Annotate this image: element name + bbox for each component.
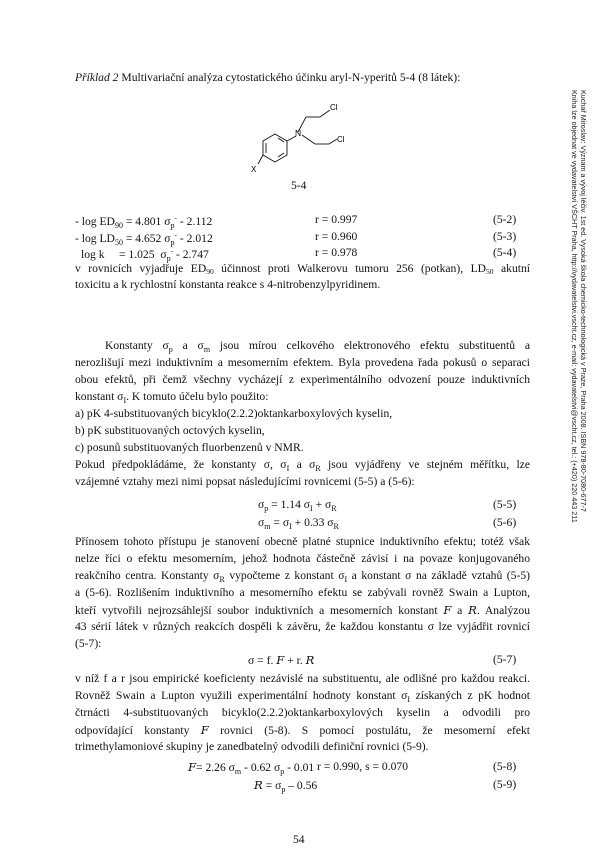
- eq-tail: - 2.112: [177, 215, 213, 228]
- list-item-b: b) pK substituovaných octových kyselin,: [75, 424, 265, 437]
- sub: I: [289, 522, 292, 531]
- sub: I: [310, 504, 313, 513]
- text: a konstant σ na základě vztahů (5-5): [347, 569, 530, 582]
- paragraph-5-line-3: čtrnácti 4-substituovaných bicyklo(2.2.2)oktankarboxylových kyselin a odvodili pro: [75, 706, 530, 719]
- page-number: 54: [293, 833, 305, 846]
- paragraph-5-line-5: trimethylamoniové skupiny je zanedbatelný odvodili definiční rovnici (5-9).: [75, 740, 429, 753]
- eq-rhs: = 4.801 σ: [122, 215, 171, 228]
- text: σ: [258, 516, 265, 529]
- text: Pokud předpokládáme, že konstanty σ, σ: [75, 458, 287, 471]
- eq-rhs: = 1.025 σ: [104, 248, 167, 261]
- example-heading: [75, 71, 460, 84]
- side-publication-note: [572, 90, 588, 610]
- symbol-f: F: [443, 603, 452, 617]
- equation-5-6: [258, 516, 339, 531]
- text: konstant σ: [75, 390, 124, 403]
- symbol-f: F: [200, 723, 209, 737]
- sub: p: [281, 785, 286, 794]
- symbol-r: R: [305, 653, 315, 667]
- paragraph-2-line-2: nerozlišují mezi induktivním a mesomerním efektem. Byla provedena řada pokusů o separaci: [75, 356, 530, 369]
- text: Rovněž Swain a Lupton využili experimentální hodnoty konstant σ: [75, 689, 408, 702]
- equation-5-7: [248, 653, 314, 667]
- equation-5-7-number: (5-7): [493, 653, 517, 666]
- eq-lhs: log k: [81, 248, 105, 261]
- text: účinnost proti Walkerovu tumoru 256 (potkan), LD: [213, 262, 487, 275]
- equation-5-2-number: (5-2): [493, 213, 517, 226]
- sub: m: [264, 522, 271, 531]
- text: jsou mírou celkového elektronového efektu substituentů a: [210, 339, 530, 352]
- text: odpovídající konstanty: [75, 724, 201, 737]
- text: v rovnicích vyjadřuje ED: [75, 262, 207, 275]
- paragraph-4-line-2: nelze říci o efektu mesomerním, jehož hodnota částečně závisí i na povaze konjugovaného: [75, 552, 530, 565]
- eq-lhs-sub: 90: [114, 221, 123, 230]
- text: + r.: [284, 654, 306, 667]
- equation-5-6-number: (5-6): [493, 516, 517, 529]
- sub: 50: [486, 267, 494, 276]
- equation-5-4-number: (5-4): [493, 246, 517, 259]
- chemical-structure: [240, 95, 360, 180]
- text: = σ: [262, 779, 282, 792]
- text: akutní: [493, 262, 530, 275]
- equation-5-4: [81, 246, 209, 263]
- equation-5-3: [75, 230, 213, 247]
- text: - 0.62 σ: [241, 761, 281, 774]
- side-note-line-1: Kuchař Miroslav: Význam a vývoj léčiv. 1st ed. Vysoká škola chemicko-technologická v Praze, Praha 2008. ISBN 978-80-7080-677-7: [579, 90, 588, 512]
- equation-5-4-r: r = 0.978: [315, 246, 358, 259]
- paragraph-4-line-5: [75, 603, 530, 617]
- paragraph-1-line-1: [75, 262, 530, 276]
- sub: I: [286, 464, 290, 473]
- text: – 0.56: [285, 779, 318, 792]
- equation-5-2-r: r = 0.997: [315, 213, 358, 226]
- text: - 0.01: [284, 761, 315, 774]
- equation-5-8-stats: r = 0.990, s = 0.070: [317, 760, 409, 773]
- text: získaných z pK hodnot: [410, 689, 530, 702]
- sub: p: [280, 767, 285, 776]
- sub: R: [219, 575, 225, 584]
- symbol-r: R: [254, 778, 263, 792]
- eq-rhs: = 4.652 σ: [122, 232, 171, 245]
- text: a σ: [289, 458, 316, 471]
- text: = 1.14 σ: [268, 498, 311, 511]
- symbol-r: R: [468, 603, 477, 617]
- eq-rhs-sup: -: [170, 246, 174, 255]
- equation-5-2: [75, 213, 212, 230]
- eq-tail: - 2.747: [173, 248, 209, 261]
- text: vypočteme z konstant σ: [224, 569, 345, 582]
- text: rovnici (5-8). S pomocí postulátu, že mesomerní efekt: [208, 724, 530, 737]
- atom-cl-bottom: Cl: [337, 135, 345, 144]
- structure-label: 5-4: [291, 179, 307, 192]
- sub: R: [331, 504, 337, 513]
- sub: m: [234, 767, 242, 776]
- example-heading-text: Multivariační analýza cytostatického účinku aryl-N-yperitů 5-4 (8 látek):: [118, 71, 461, 84]
- eq-lhs: - log LD: [75, 232, 115, 245]
- text: reakčního centra. Konstanty σ: [75, 569, 220, 582]
- paragraph-4-line-3: [75, 569, 530, 584]
- eq-rhs-sup: -: [174, 230, 178, 239]
- list-item-a: a) pK 4-substituovaných bicyklo(2.2.2)oktankarboxylových kyselin,: [75, 407, 393, 420]
- text: . K tomuto účelu bylo použito:: [126, 390, 269, 403]
- sub: p: [168, 345, 173, 354]
- paragraph-4-line-6: 43 sérií látek v různých reakcích dospěli k závěru, že každou konstantu σ lze vyjádřit rovnicí: [75, 620, 530, 633]
- sub: p: [264, 504, 269, 513]
- text: . Analýzou: [476, 604, 531, 617]
- equation-5-8: [188, 760, 314, 776]
- paragraph-4-line-1: Přínosem tohoto přístupu je stanovení obecně platné stupnice induktivního efektu; totéž však: [75, 535, 530, 548]
- equation-5-9-number: (5-9): [493, 778, 517, 791]
- side-note-line-2: Kniha lze objednat ve vydavatelství VŠCHT Praha, http://vydavatelstvi.vscht.cz, e-mail: vydavatelstvi@vscht.cz, tel.: (+420) 220 443 211: [570, 90, 579, 523]
- paragraph-5-line-1: v níž f a r jsou empirické koeficienty nezávislé na substituentu, ale odlišné pro každou reakci.: [75, 672, 530, 685]
- equation-5-5-number: (5-5): [493, 498, 517, 511]
- text: = σ: [270, 516, 290, 529]
- paragraph-3-line-1: [75, 458, 530, 473]
- atom-cl-top: Cl: [330, 103, 338, 112]
- text: σ = f.: [248, 654, 277, 667]
- sub: I: [123, 396, 127, 405]
- list-item-c: c) posunů substituovaných fluorbenzenů v NMR.: [75, 441, 304, 454]
- example-label: Příklad 2: [75, 71, 119, 84]
- text: a: [451, 604, 469, 617]
- text: jsou vyjádřeny ve stejném měřítku, lze: [320, 458, 530, 471]
- symbol-f: F: [188, 760, 197, 774]
- paragraph-4-line-4: a (5-6). Rozlišením induktivního a mesomerního efektu se zabývali rovněž Swain a Lupton,: [75, 586, 530, 599]
- paragraph-1-line-2: toxicitu a k rychlostní konstanta reakce s 4-nitrobenzylpyridinem.: [75, 278, 381, 291]
- sub: 90: [206, 267, 214, 276]
- equation-5-5: [258, 498, 337, 513]
- sub: I: [407, 695, 411, 704]
- atom-n: N: [295, 128, 302, 138]
- text: + σ: [312, 498, 332, 511]
- eq-tail: - 2.012: [177, 232, 213, 245]
- paragraph-2-line-1: [75, 339, 530, 354]
- paragraph-5-line-2: [75, 689, 530, 704]
- eq-rhs-sub: p: [170, 221, 175, 230]
- eq-lhs-sub: 50: [114, 238, 123, 247]
- equation-5-3-r: r = 0.960: [315, 230, 358, 243]
- eq-rhs-sub: p: [170, 238, 175, 247]
- eq-lhs: - log ED: [75, 215, 115, 228]
- eq-rhs-sup: -: [174, 213, 178, 222]
- text: = 2.26 σ: [196, 761, 235, 774]
- text: σ: [258, 498, 265, 511]
- paragraph-3-line-2: vzájemné vztahy mezi nimi popsat následujícími rovnicemi (5-5) a (5-6):: [75, 475, 415, 488]
- sub: m: [203, 345, 211, 354]
- text: a σ: [172, 339, 204, 352]
- equation-5-9: [254, 778, 317, 794]
- paragraph-2-line-4: [75, 390, 268, 405]
- sub: R: [315, 464, 321, 473]
- text: + 0.33 σ: [291, 516, 334, 529]
- atom-x: X: [251, 165, 257, 174]
- paragraph-2-line-3: obou efektů, při čemž všechny vycházejí z experimentálního odvození pouze induktivních: [75, 373, 530, 386]
- sub: I: [344, 575, 348, 584]
- equation-5-3-number: (5-3): [493, 230, 517, 243]
- symbol-f: F: [276, 653, 285, 667]
- text: Konstanty σ: [105, 339, 169, 352]
- text: kteří vytvořili nejrozsáhlejší soubor induktivních a mesomerních konstant: [75, 604, 444, 617]
- paragraph-4-line-7: (5-7):: [75, 637, 102, 650]
- sub: R: [333, 522, 339, 531]
- equation-5-8-number: (5-8): [493, 760, 517, 773]
- eq-rhs-sub: p: [166, 254, 171, 263]
- paragraph-5-line-4: [75, 723, 530, 737]
